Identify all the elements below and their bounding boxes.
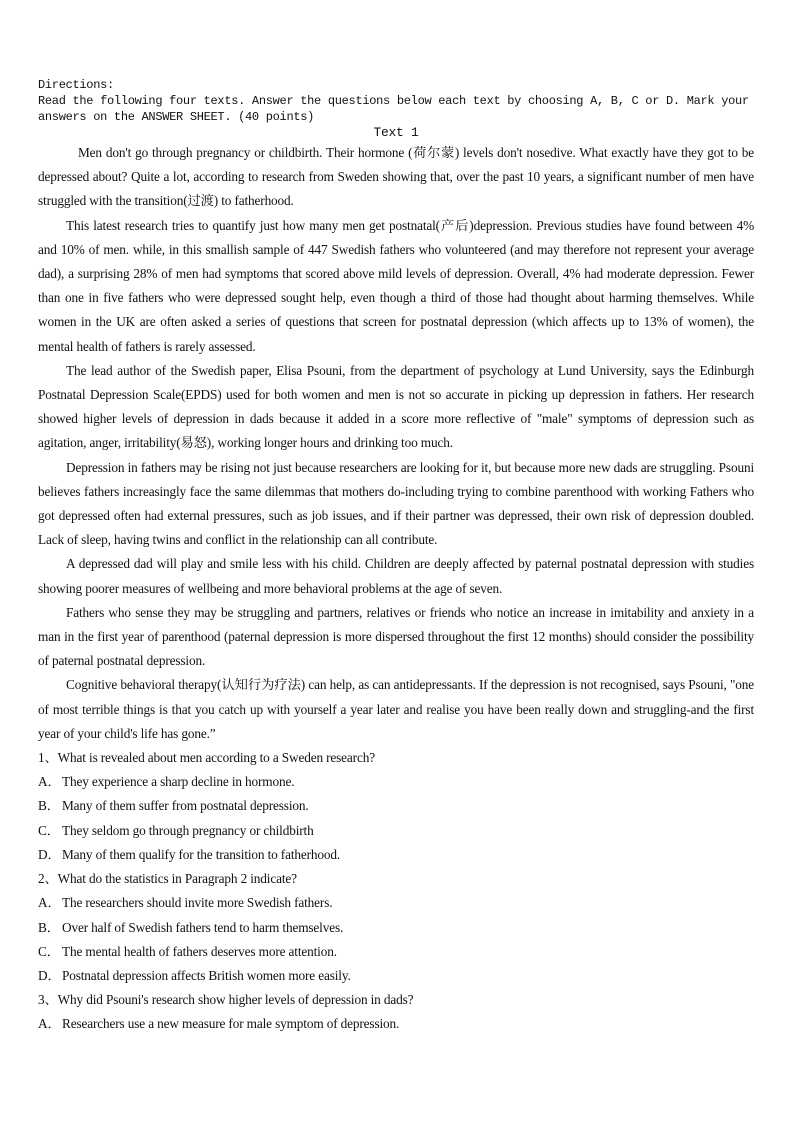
passage-paragraph-1: Men don't go through pregnancy or childbirth. Their hormone (荷尔蒙) levels don't nosedive. What exactly have they got to be depressed about? Quite a lot, according to research from Sweden showing that, over the past 10 years, a significant number of men have struggled with the transition(过渡) to fatherhood. (38, 145, 754, 209)
passage-paragraph-3: The lead author of the Swedish paper, Elisa Psouni, from the department of psychology at Lund University, says the Edinburgh Postnatal Depression Scale(EPDS) used for both women and men is not so accurate in picking up depression in fathers. Her research showed higher levels of depression in dads because it added in a score more reflective of "male" symptoms of depression such as agitation, anger, irritability(易怒), working longer hours and drinking too much. (38, 362, 754, 451)
option-letter: A． (38, 895, 61, 911)
option-a[interactable] (38, 891, 754, 915)
question-number: 1、 (38, 750, 58, 766)
option-b[interactable] (38, 916, 754, 940)
directions-body: Read the following four texts. Answer the questions below each text by choosing A, B, C or D. Mark your answers on the ANSWER SHEET. (40 points) (38, 94, 749, 124)
option-text: Many of them qualify for the transition to fatherhood. (62, 846, 341, 862)
question-number: 2、 (38, 871, 58, 887)
option-a[interactable] (38, 770, 754, 794)
passage-paragraph-7: Cognitive behavioral therapy(认知行为疗法) can help, as can antidepressants. If the depression is not recognised, says Psouni, "one of most terrible things is that you catch up with yourself a year later and realise you have been really down and struggling-and the first year of your child's life has gone.” (38, 677, 754, 741)
option-letter: B． (38, 919, 60, 935)
option-b[interactable] (38, 794, 754, 818)
option-a[interactable] (38, 1012, 754, 1036)
option-c[interactable] (38, 819, 754, 843)
question-1 (38, 746, 754, 867)
question-2 (38, 867, 754, 988)
passage (38, 141, 754, 746)
option-letter: D． (38, 967, 61, 983)
passage-paragraph-4: Depression in fathers may be rising not just because researchers are looking for it, but because more new dads are struggling. Psouni believes fathers increasingly face the same dilemmas that mothers do-including trying to combine parenthood with working Fathers who got depressed often had external pressures, such as job issues, and if their partner was depressed, their own risk of depression doubled. Lack of sleep, having twins and conflict in the relationship can all contribute. (38, 459, 754, 548)
question-number: 3、 (38, 992, 58, 1008)
option-d[interactable] (38, 964, 754, 988)
option-letter: C． (38, 822, 60, 838)
option-letter: C． (38, 943, 60, 959)
question-text: What do the statistics in Paragraph 2 indicate? (57, 871, 297, 887)
questions (38, 746, 754, 1036)
option-text: They experience a sharp decline in hormone. (62, 774, 295, 790)
option-text: They seldom go through pregnancy or childbirth (62, 822, 314, 838)
option-text: The mental health of fathers deserves more attention. (62, 943, 337, 959)
question-text: What is revealed about men according to a Sweden research? (57, 750, 375, 766)
question-stem (38, 867, 754, 891)
option-d[interactable] (38, 843, 754, 867)
passage-paragraph-6: Fathers who sense they may be struggling and partners, relatives or friends who notice an increase in imitability and anxiety in a man in the first year of parenthood (paternal depression is more dispersed throughout the first 12 months) should consider the possibility of paternal postnatal depression. (38, 604, 754, 669)
option-letter: A． (38, 774, 61, 790)
option-c[interactable] (38, 940, 754, 964)
option-text: Researchers use a new measure for male symptom of depression. (62, 1016, 400, 1032)
text-title: Text 1 (373, 125, 419, 140)
option-letter: B． (38, 798, 60, 814)
passage-paragraph-5: A depressed dad will play and smile less with his child. Children are deeply affected by paternal postnatal depression with studies showing poorer measures of wellbeing and more behavioral problems at the age of seven. (38, 556, 754, 596)
option-text: Postnatal depression affects British women more easily. (62, 967, 351, 983)
passage-paragraph-2: This latest research tries to quantify just how many men get postnatal(产后)depression. Previous studies have found between 4% and 10% of men. while, in this smallish sample of 447 Swedish fathers who volunteered (and may therefore not represent your average dad), a surprising 28% of men had symptoms that scored above mild levels of depression. Overall, 4% had moderate depression. Fewer than one in five fathers who were depressed sought help, even though a third of those had thought about harming themselves. While women in the UK are often asked a series of questions that screen for postnatal depression (which affects up to 13% of women), the mental health of fathers is rarely assessed. (38, 217, 754, 354)
question-3 (38, 988, 754, 1036)
directions-heading: Directions: (38, 78, 114, 92)
option-text: Many of them suffer from postnatal depression. (62, 798, 309, 814)
exam-page (38, 77, 754, 1037)
option-text: The researchers should invite more Swedish fathers. (62, 895, 333, 911)
option-letter: A． (38, 1016, 61, 1032)
question-stem (38, 988, 754, 1012)
option-letter: D． (38, 846, 61, 862)
question-text: Why did Psouni's research show higher levels of depression in dads? (57, 992, 414, 1008)
option-text: Over half of Swedish fathers tend to harm themselves. (62, 919, 344, 935)
question-stem (38, 746, 754, 770)
